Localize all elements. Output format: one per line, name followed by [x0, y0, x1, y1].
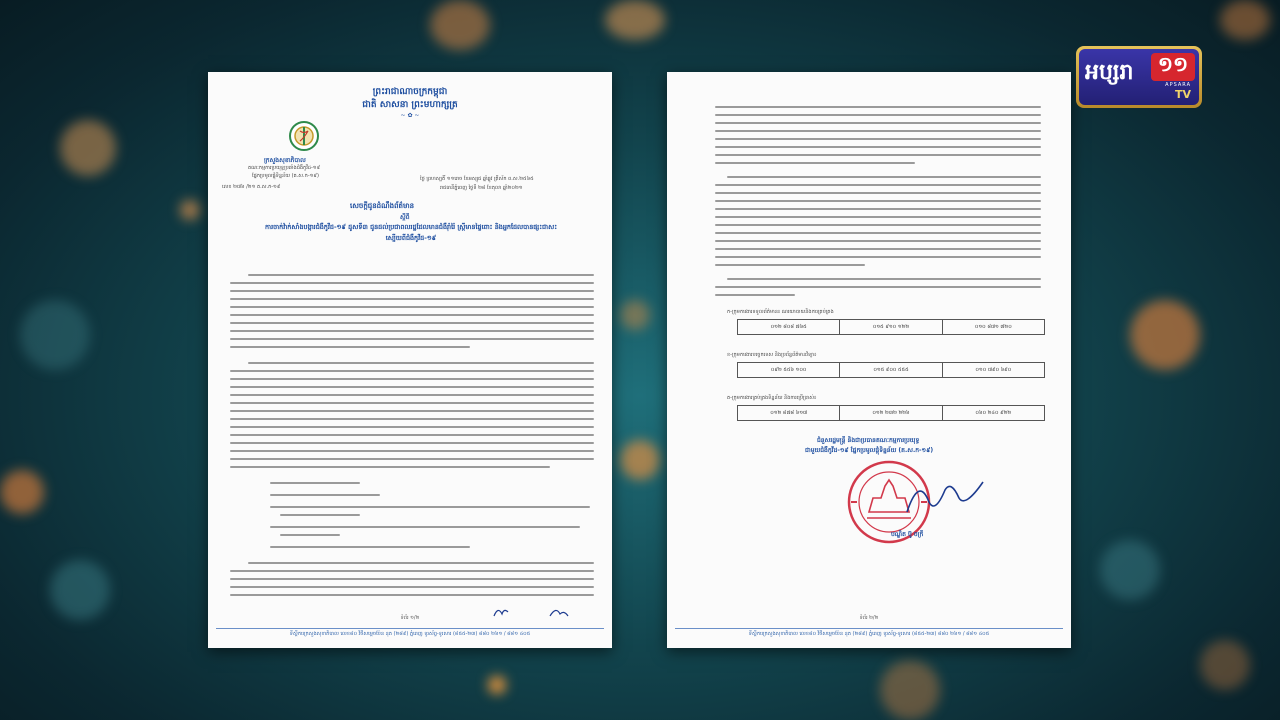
- signature: [899, 472, 989, 526]
- phone-number: ០១០ ៨៧១ ៧២០: [974, 324, 1012, 330]
- logo-tv-label: TV: [1174, 88, 1191, 101]
- signer-title-line-2: ជាមួយជំងឺកូវីដ-១៩ ផ្នែកប្រមូលផ្ដុំទិន្នន័យ (គ.ស.ក-១៩): [805, 447, 934, 454]
- ornament: ~ ✿ ~: [400, 112, 420, 119]
- logo-number: ១១: [1157, 52, 1189, 76]
- kingdom-heading: ព្រះរាជាណាចក្រកម្ពុជា: [372, 87, 448, 97]
- page-number: ទំព័រ ១/២: [400, 615, 420, 621]
- document-page-2: [667, 72, 1071, 648]
- lunar-date: ថ្ងៃ ព្រហស្បតិ៍ ១១រោច ខែអស្សុជ ឆ្នាំឆ្លូវ ត្រីស័ក ព.ស.២៥៦៥: [420, 176, 534, 182]
- phone-number: ០១៥ ៩១០ ១២២: [840, 320, 942, 334]
- solar-date: រាជធានីភ្នំពេញ ថ្ងៃទី ២៨ ខែតុលា ឆ្នាំ២០២១: [440, 185, 523, 191]
- initials-signature: [490, 604, 570, 624]
- about-label: ស្ដីពី: [400, 214, 410, 221]
- phone-number: ០១២ ៨៧៨ ៦១៧: [738, 406, 840, 420]
- document-number: លេខ ២៧៦ /២១ គ.ស.ក-១៩: [222, 184, 281, 190]
- phone-number: ០១៥ ៩០០ ៥៥៥: [840, 363, 942, 377]
- contact-section-a-label: ក-ក្រុមការងារទទួលព័ត៌មាន៖ ណយោបាយនិងការគ្រប់គ្រង: [727, 309, 834, 315]
- contact-table-a: [737, 319, 1045, 335]
- contact-table-c: [737, 405, 1045, 421]
- signer-name: បណ្ឌិត ប៊ូ ចក្រី: [891, 531, 924, 538]
- sub-committee-name: ផ្នែកប្រមូលផ្ដុំទិន្នន័យ (គ.ស.ក-១៩): [252, 173, 319, 179]
- committee-name: គណៈកម្មការប្រយុទ្ធប្រឆាំងជំងឺកូវីដ-១៩: [248, 165, 321, 171]
- logo-number-badge: [1151, 53, 1195, 81]
- logo-brand-small: APSARA: [1165, 82, 1191, 88]
- page-number: ទំព័រ ២/២: [859, 615, 879, 621]
- document-type: សេចក្ដីជូនដំណឹងព័ត៌មាន: [350, 202, 415, 210]
- phone-number: ០៩២ ៥៥៦ ១០០: [738, 363, 840, 377]
- apsara-tv-logo: [1076, 46, 1202, 108]
- document-page-1: [208, 72, 612, 648]
- signer-title-line-1: ជំនួសរដ្ឋមន្ត្រី និងជាប្រធានគណៈកម្មការប្រយុទ្ធ: [817, 437, 920, 444]
- phone-number: ០១០ ៧៩០ ៦៩០: [975, 367, 1012, 373]
- document-title: ការចាក់វ៉ាក់សាំងបង្ការជំងឺកូវីដ-១៩ ដូសទី៣ ជូនដល់ប្រជាពលរដ្ឋដែលមានជំងឺរ៉ាំរ៉ៃ ស្ត្រីមានផ្ទៃពោះ និងអ្នកដែលបានផ្សះជាសះស្បើយពីជំងឺកូវីដ-១៩: [264, 223, 557, 242]
- ministry-name: ក្រសួងសុខាភិបាល: [264, 157, 306, 164]
- page-footer: ទីស្ដីការក្រសួងសុខាភិបាល លេខ៨០ វិថីសម្ដេចប៉ែន នុត (២៨៩) ភ្នំពេញ ទូរស័ព្ទ-ទូរសារ (៨៥៥-២៣) ៨៨០ ២៦១ / ៨៨១ ៤០៥: [675, 628, 1063, 638]
- phone-number: ០១២ ៨០៨ ៧៦៥: [738, 320, 840, 334]
- contact-table-b: [737, 362, 1045, 378]
- phone-number: ០៦០ ២៤០ ៩២២: [975, 410, 1012, 416]
- motto-heading: ជាតិ សាសនា ព្រះមហាក្សត្រ: [362, 100, 458, 110]
- contact-section-c-label: គ-ក្រុមការងារគ្រប់គ្រងទិន្នន័យ និងការប្រើប្រាស់៖: [727, 395, 817, 401]
- ministry-emblem-icon: [288, 120, 320, 154]
- contact-section-b-label: ខ-ក្រុមការងារបច្ចេកទេស និងប្រព័ន្ធព័ត៌មានវិទ្យា៖: [727, 352, 817, 358]
- phone-number: ០១២ ២៣២ ២២៦: [840, 406, 942, 420]
- page-footer: ទីស្ដីការក្រសួងសុខាភិបាល លេខ៨០ វិថីសម្ដេចប៉ែន នុត (២៨៩) ភ្នំពេញ ទូរស័ព្ទ-ទូរសារ (៨៥៥-២៣) ៨៨០ ២៦១ / ៨៨១ ៤០៥: [216, 628, 604, 638]
- logo-script: អប្សរា: [1085, 60, 1134, 85]
